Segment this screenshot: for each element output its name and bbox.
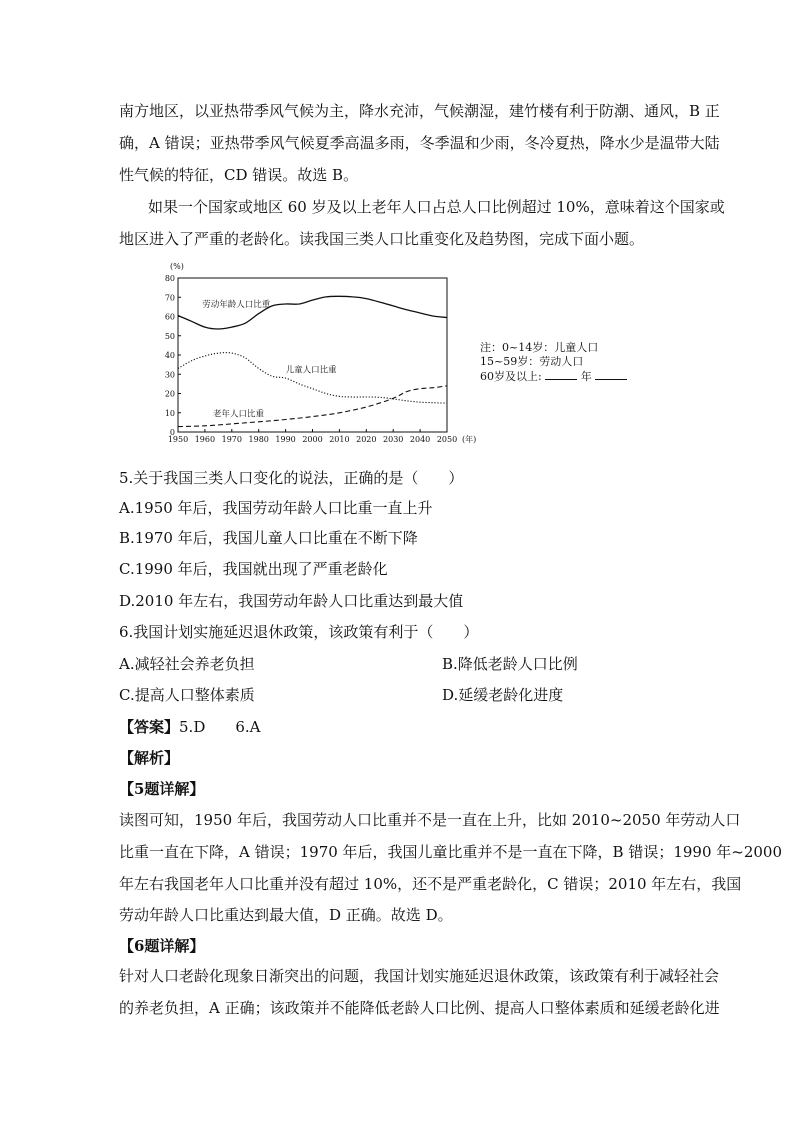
- detail5-line-3: 年左右我国老年人口比重并没有超过 10%，还不是严重老龄化，C 错误；2010 年左右，我国: [119, 875, 742, 893]
- fill-blank-1: [545, 369, 577, 380]
- x-tick-label: 2010: [329, 435, 350, 444]
- y-tick-label: 60: [164, 312, 175, 322]
- q6-option-c: C.提高人口整体素质: [119, 686, 255, 704]
- x-tick-label: 1980: [248, 435, 269, 444]
- analysis-label: 【解析】: [119, 749, 180, 767]
- x-axis-unit-label: (年): [462, 435, 477, 444]
- x-tick-label: 2030: [383, 435, 404, 444]
- elderly-series-line: [178, 386, 447, 427]
- population-chart: [160, 258, 480, 452]
- elderly-series-label: 老年人口比重: [212, 409, 264, 420]
- q6-option-a: A.减轻社会养老负担: [119, 655, 255, 673]
- y-axis-unit-label: (%): [170, 262, 184, 271]
- intro-line-2: 确，A 错误；亚热带季风气候夏季高温多雨，冬季温和少雨，冬冷夏热，降水少是温带大陆: [119, 134, 720, 152]
- chart-note-line-1: 注：0~14岁：儿童人口: [480, 341, 599, 354]
- children-series-line: [178, 353, 447, 403]
- labor-series-label: 劳动年龄人口比重: [202, 299, 271, 310]
- children-series-label: 儿童人口比重: [285, 365, 337, 376]
- fill-blank-2: [595, 369, 627, 380]
- answer-label: 【答案】: [119, 718, 180, 736]
- intro-line-1: 南方地区，以亚热带季风气候为主，降水充沛，气候潮湿，建竹楼有利于防潮、通风，B 正: [119, 102, 720, 120]
- detail5-line-1: 读图可知，1950 年后，我国劳动人口比重并不是一直在上升，比如 2010~2050 年劳动人口: [119, 811, 741, 829]
- x-tick-label: 2040: [409, 435, 431, 444]
- q5-option-c: C.1990 年后，我国就出现了严重老龄化: [119, 560, 388, 578]
- q5-option-d: D.2010 年左右，我国劳动年龄人口比重达到最大值: [119, 592, 464, 610]
- q5-option-a: A.1950 年后，我国劳动年龄人口比重一直上升: [119, 499, 433, 517]
- detail5-line-4: 劳动年龄人口比重达到最大值，D 正确。故选 D。: [119, 906, 453, 924]
- answer-value: 5.D 6.A: [179, 718, 261, 736]
- x-tick-label: 1950: [167, 435, 189, 444]
- q5-option-b: B.1970 年后，我国儿童人口比重在不断下降: [119, 529, 418, 547]
- detail5-line-2: 比重一直在下降，A 错误；1970 年后，我国儿童比重并不是一直在下降，B 错误；1990 年~2000: [119, 843, 783, 861]
- y-tick-label: 40: [164, 351, 175, 360]
- chart-note-age-label: 60岁及以上:: [480, 370, 542, 383]
- y-tick-label: 50: [164, 331, 175, 341]
- y-tick-label: 70: [164, 293, 175, 303]
- x-tick-label: 1960: [194, 435, 216, 444]
- x-tick-label: 2020: [356, 435, 377, 444]
- y-tick-label: 0: [169, 428, 175, 437]
- chart-note-year-label: 年: [580, 370, 592, 383]
- intro-line-3: 性气候的特征，CD 错误。故选 B。: [119, 166, 359, 184]
- y-tick-label: 80: [164, 274, 175, 283]
- q6-option-b: B.降低老龄人口比例: [442, 655, 578, 673]
- answer-row: [119, 717, 261, 737]
- stem-line-1: 如果一个国家或地区 60 岁及以上老年人口占总人口比例超过 10%，意味着这个国家或: [148, 198, 725, 216]
- x-tick-label: 2000: [302, 435, 323, 444]
- x-tick-label: 1970: [221, 435, 242, 444]
- q6-option-d: D.延缓老龄化进度: [442, 686, 564, 704]
- x-tick-label: 2050: [436, 435, 458, 444]
- q5-stem: 5.关于我国三类人口变化的说法，正确的是（ ）: [119, 469, 464, 487]
- chart-note-line-3: [480, 369, 627, 384]
- detail6-line-2: 的养老负担，A 正确；该政策并不能降低老龄人口比例、提高人口整体素质和延缓老龄化进: [119, 999, 720, 1017]
- detail5-label: 【5题详解】: [119, 780, 205, 798]
- stem-line-2: 地区进入了严重的老龄化。读我国三类人口比重变化及趋势图，完成下面小题。: [119, 230, 645, 248]
- detail6-label: 【6题详解】: [119, 937, 205, 955]
- detail6-line-1: 针对人口老龄化现象日渐突出的问题，我国计划实施延迟退休政策，该政策有利于减轻社会: [119, 967, 720, 985]
- q6-stem: 6.我国计划实施延迟退休政策，该政策有利于（ ）: [119, 623, 479, 641]
- x-tick-label: 1990: [275, 435, 296, 444]
- y-tick-label: 30: [164, 370, 175, 380]
- y-tick-label: 10: [164, 408, 175, 418]
- y-tick-label: 20: [164, 389, 175, 399]
- chart-note-line-2: 15~59岁：劳动人口: [480, 355, 584, 368]
